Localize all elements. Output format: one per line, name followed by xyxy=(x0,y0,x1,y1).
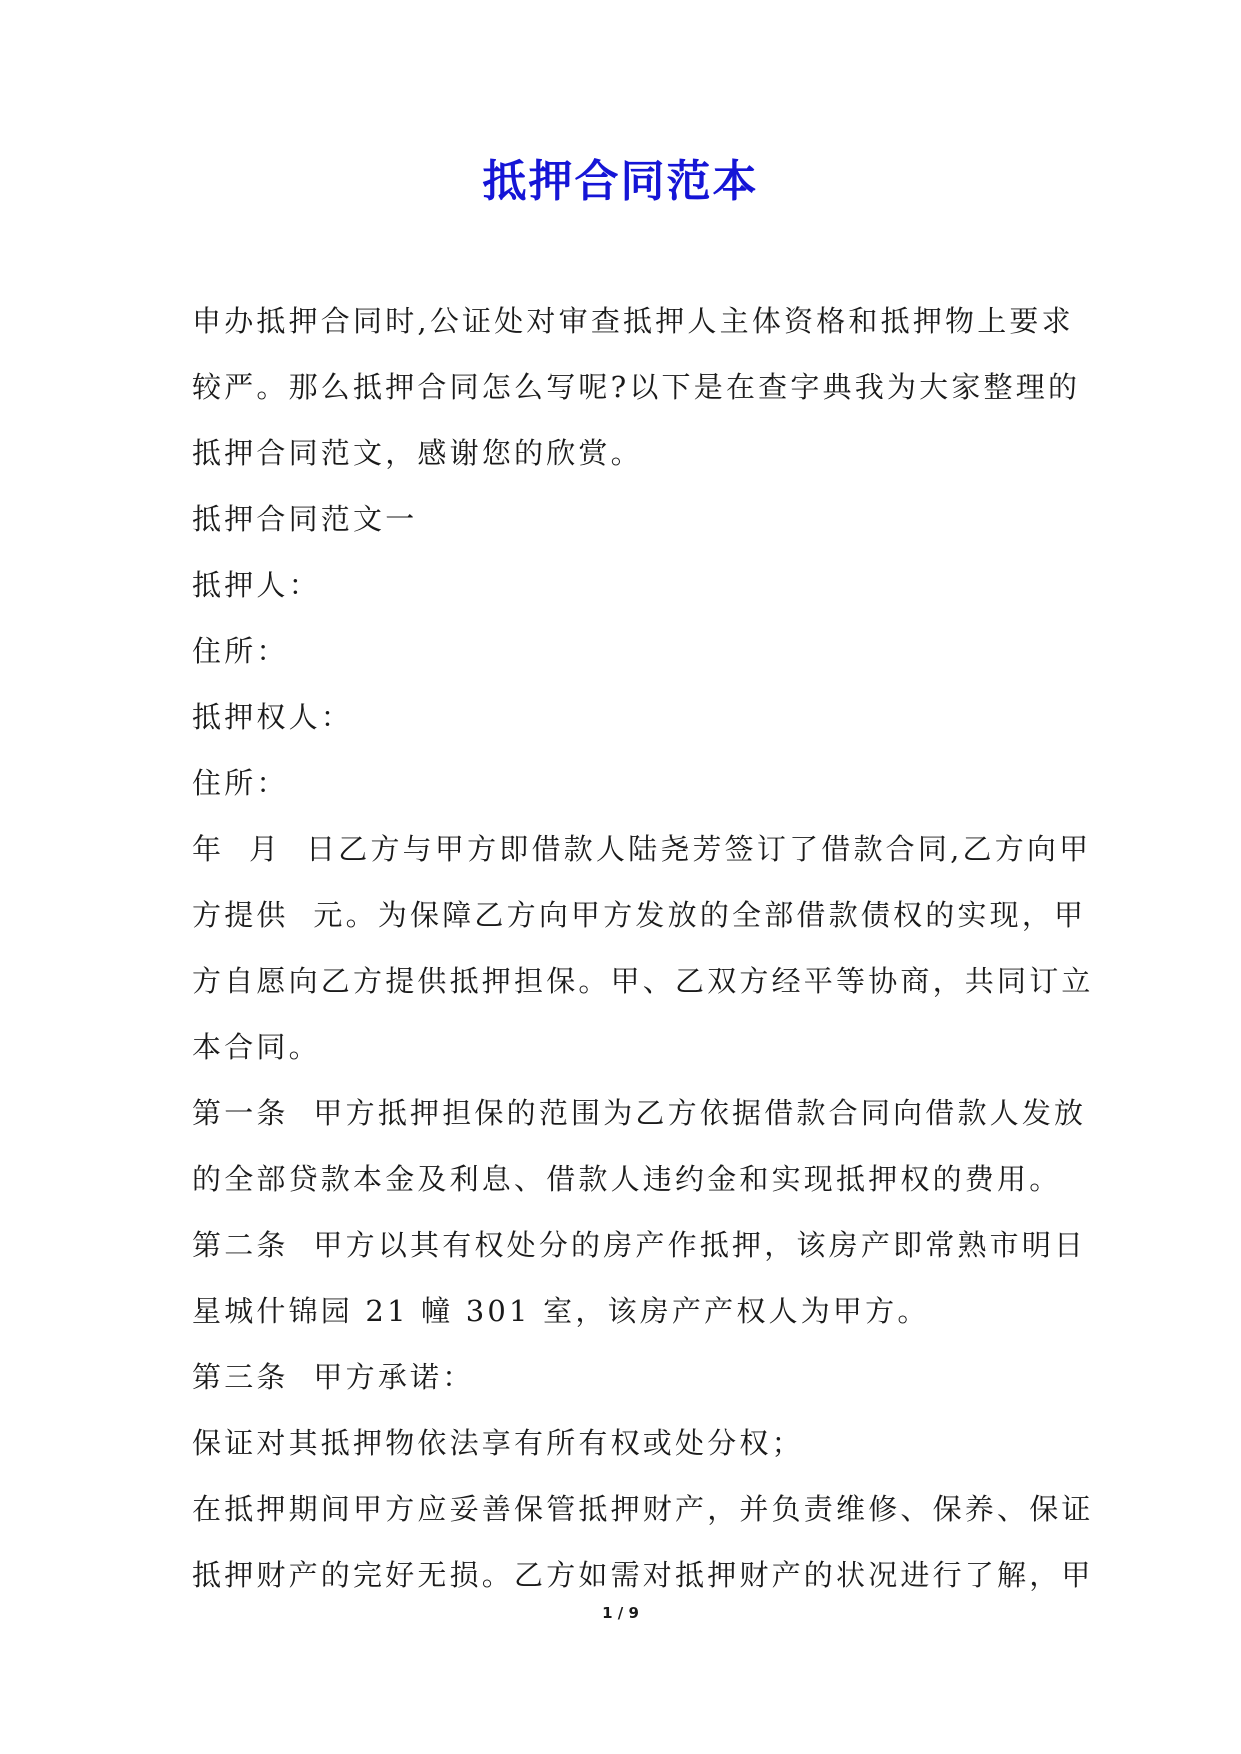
address-label: 住所： xyxy=(192,766,289,800)
article-3: 第三条 甲方承诺： xyxy=(192,1360,475,1394)
text-line: 较严。那么抵押合同怎么写呢?以下是在查字典我为大家整理的 xyxy=(192,370,1081,404)
mortgagor-label: 抵押人： xyxy=(192,568,321,602)
article-1: 第一条 甲方抵押担保的范围为乙方依据借款合同向借款人发放 xyxy=(192,1096,1087,1130)
text-line: 星城什锦园 21 幢 301 室，该房产产权人为甲方。 xyxy=(192,1294,930,1328)
address-label: 住所： xyxy=(192,634,289,668)
article-2: 第二条 甲方以其有权处分的房产作抵押，该房产即常熟市明日 xyxy=(192,1228,1087,1262)
text-line: 申办抵押合同时,公证处对审查抵押人主体资格和抵押物上要求 xyxy=(192,304,1074,338)
text-line: 的全部贷款本金及利息、借款人违约金和实现抵押权的费用。 xyxy=(192,1162,1062,1196)
section-heading: 抵押合同范文一 xyxy=(192,502,418,536)
text-line: 方自愿向乙方提供抵押担保。甲、乙双方经平等协商，共同订立 xyxy=(192,964,1094,998)
document-body xyxy=(192,288,1094,1608)
text-line: 本合同。 xyxy=(192,1030,321,1064)
document-title: 抵押合同范本 xyxy=(482,156,759,207)
body-text xyxy=(192,288,1094,1608)
text-line: 抵押合同范文，感谢您的欣赏。 xyxy=(192,436,643,470)
mortgagee-label: 抵押权人： xyxy=(192,700,354,734)
page-number: 1 / 9 xyxy=(602,1604,639,1622)
text-line: 抵押财产的完好无损。乙方如需对抵押财产的状况进行了解，甲 xyxy=(192,1558,1094,1592)
text-line: 年 月 日乙方与甲方即借款人陆尧芳签订了借款合同,乙方向甲 xyxy=(192,832,1092,866)
text-line: 方提供 元。为保障乙方向甲方发放的全部借款债权的实现，甲 xyxy=(192,898,1087,932)
text-line: 保证对其抵押物依法享有所有权或处分权； xyxy=(192,1426,804,1460)
text-line: 在抵押期间甲方应妥善保管抵押财产，并负责维修、保养、保证 xyxy=(192,1492,1094,1526)
